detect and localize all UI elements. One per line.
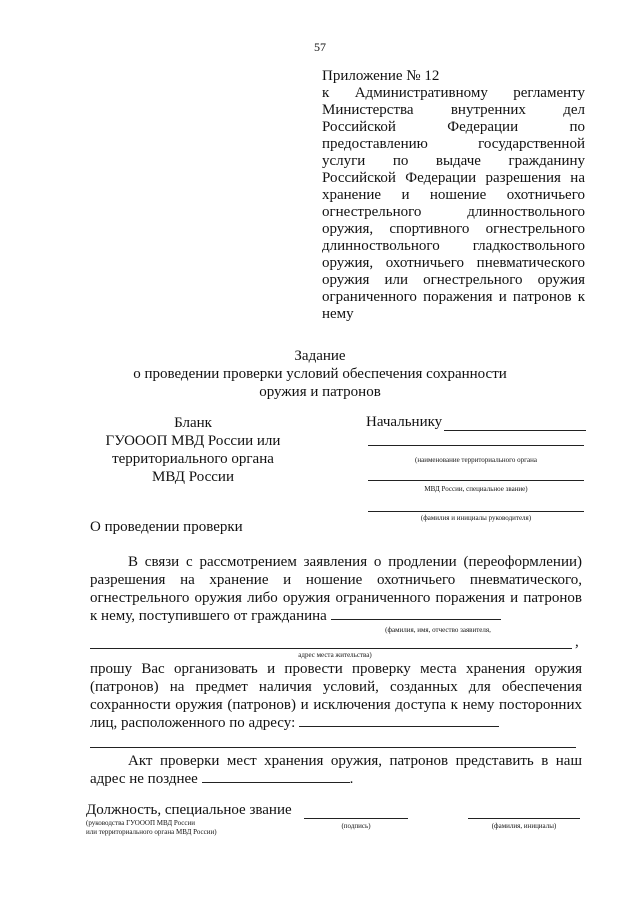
paragraph-request-text: В связи с рассмотрением заявления о продлении (переоформлении) разрешения на хранение и ношение охотничьего пневматического, огнестрельного оружия либо оружия ограниченного поражения и патронов к нему, поступившего от гражданина — [90, 554, 582, 624]
address-comma: , — [575, 634, 579, 650]
storage-address-field-2[interactable] — [90, 735, 576, 748]
title-line-3: оружия и патронов — [259, 384, 381, 400]
storage-address-field[interactable] — [299, 714, 499, 727]
signature-hint-sign: (подпись) — [341, 822, 371, 830]
page-number: 57 — [314, 40, 326, 54]
addressee-label: Начальнику — [366, 414, 443, 430]
addressee-org-field[interactable] — [368, 431, 584, 446]
signature-hint-org-2: или территориального органа МВД России) — [86, 828, 217, 836]
applicant-address-hint: адрес места жительства) — [298, 651, 372, 659]
title-line-2: о проведении проверки условий обеспечения сохранности — [133, 366, 507, 382]
applicant-name-field[interactable] — [331, 607, 501, 620]
signer-name-field[interactable] — [468, 806, 580, 819]
signature-field[interactable] — [304, 806, 408, 819]
document-title — [0, 347, 640, 401]
addressee-block — [366, 414, 586, 431]
signature-hint-org-1: (руководства ГУОООП МВД России — [86, 819, 196, 827]
blank-line-2: ГУОООП МВД России или — [105, 433, 281, 449]
annex-block — [322, 68, 585, 323]
paragraph-check — [90, 660, 582, 732]
addressee-head-field[interactable] — [368, 497, 584, 512]
annex-title: Приложение № 12 — [322, 68, 440, 84]
blank-line-1: Бланк — [174, 415, 212, 431]
blank-line-3: территориального органа — [112, 451, 274, 467]
blank-line-4: МВД России — [152, 469, 234, 485]
paragraph-act — [90, 752, 582, 788]
letter-subject: О проведении проверки — [90, 519, 243, 535]
addressee-name-field[interactable] — [444, 416, 586, 431]
title-line-1: Задание — [294, 348, 346, 364]
paragraph-act-end: . — [349, 771, 354, 787]
deadline-date-field[interactable] — [202, 770, 350, 783]
paragraph-request — [90, 553, 582, 625]
signature-hint-name: (фамилия, инициалы) — [491, 822, 557, 830]
applicant-address-field[interactable] — [90, 636, 572, 649]
addressee-hint-org: (наименование территориального органа — [415, 456, 537, 464]
addressee-hint-rank: МВД России, специальное звание) — [424, 485, 528, 493]
signature-label: Должность, специальное звание — [86, 802, 292, 818]
addressee-hint-head: (фамилия и инициалы руководителя) — [420, 514, 532, 522]
applicant-name-hint: (фамилия, имя, отчество заявителя, — [385, 626, 491, 634]
addressee-rank-field[interactable] — [368, 466, 584, 481]
annex-body: к Административному регламенту Министерства внутренних дел Российской Федерации по предоставлению государственной услуги по выдаче гражданину Российской Федерации разрешения на хранение и ношение охотничьего огнестрельного длинноствольного оружия, спортивного огнестрельного длинноствольного гладкоствольного оружия, охотничьего пневматического оружия или огнестрельного оружия ограниченного поражения и патронов к нему — [322, 85, 585, 322]
letterhead-blank — [98, 414, 288, 486]
paragraph-check-text: прошу Вас организовать и провести проверку места хранения оружия (патронов) на предмет наличия условий, созданных для обеспечения сохранности оружия (патронов) и исключения доступа к нему посторонних лиц, расположенного по адресу: — [90, 661, 582, 731]
paragraph-act-text: Акт проверки мест хранения оружия, патронов представить в наш адрес не позднее — [90, 753, 582, 787]
